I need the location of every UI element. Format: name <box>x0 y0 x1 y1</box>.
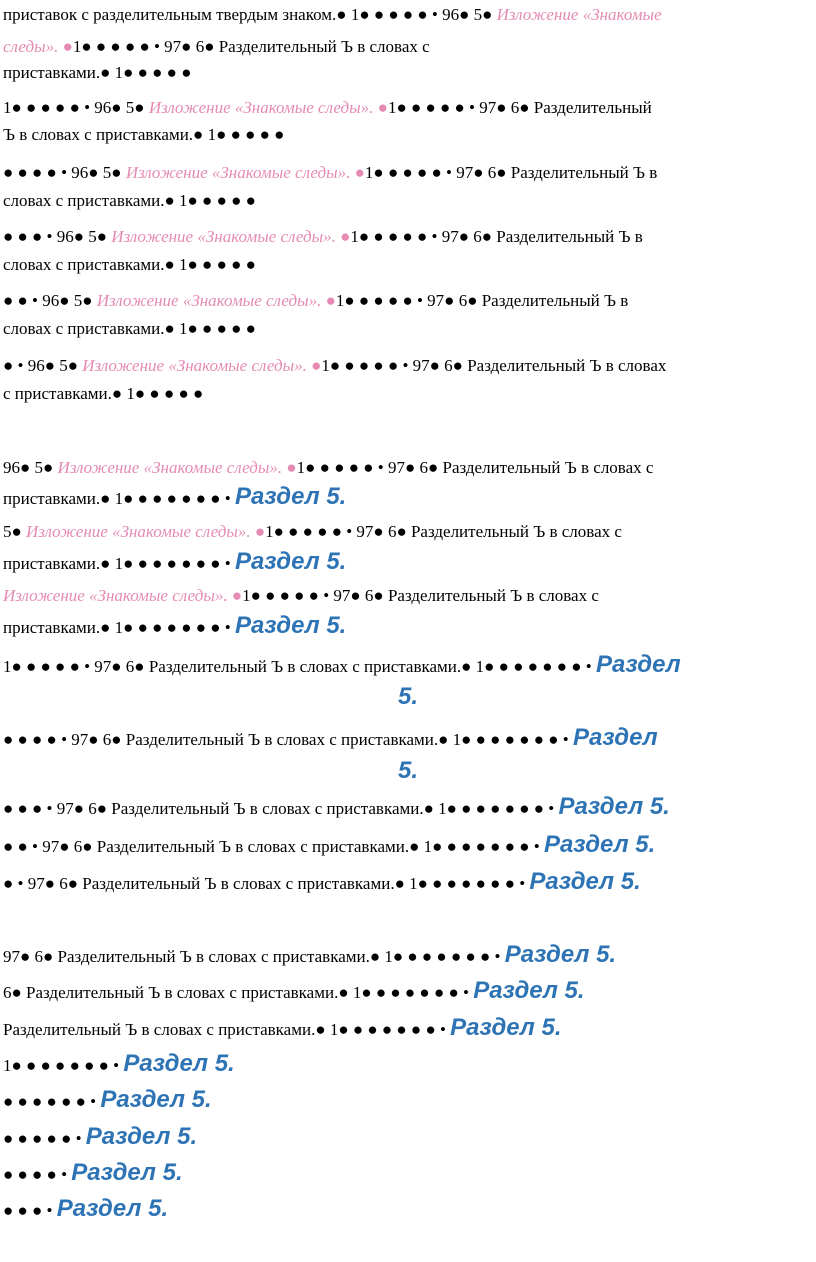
text-line: 1● ● ● ● ● ● ● • Раздел 5. <box>3 1050 235 1077</box>
text-line <box>0 757 816 784</box>
text-line: приставками.● 1● ● ● ● ● ● ● • Раздел 5. <box>3 483 347 510</box>
text-line: следы». ●1● ● ● ● ● • 97● 6● Разделительный Ъ в словах с <box>3 37 430 56</box>
text-line: с приставками.● 1● ● ● ● ● <box>3 384 204 403</box>
section-heading: Раздел 5. <box>558 793 670 820</box>
text-line: ● ● • 97● 6● Разделительный Ъ в словах с приставками.● 1● ● ● ● ● ● ● • Раздел 5. <box>3 831 656 858</box>
text-line: ● ● ● • Раздел 5. <box>3 1195 169 1222</box>
text-line: ● ● ● ● • Раздел 5. <box>3 1159 183 1186</box>
text-line: Изложение «Знакомые следы». ●1● ● ● ● ● • 97● 6● Разделительный Ъ в словах с <box>3 586 599 605</box>
text-line: 1● ● ● ● ● • 97● 6● Разделительный Ъ в словах с приставками.● 1● ● ● ● ● ● ● • Раздел <box>3 651 681 678</box>
section-heading: Раздел 5. <box>234 548 347 575</box>
text-line <box>0 683 816 710</box>
section-heading: Раздел 5. <box>473 977 585 1004</box>
text-line: ● • 96● 5● Изложение «Знакомые следы». ●1● ● ● ● ● • 97● 6● Разделительный Ъ в словах <box>3 356 667 375</box>
text-line: Разделительный Ъ в словах с приставками.● 1● ● ● ● ● ● ● • Раздел 5. <box>3 1014 562 1041</box>
section-heading: Раздел 5. <box>71 1159 183 1186</box>
text-line: ● • 97● 6● Разделительный Ъ в словах с приставками.● 1● ● ● ● ● ● ● • Раздел 5. <box>3 868 641 895</box>
text-line: ● ● ● ● • 96● 5● Изложение «Знакомые следы». ●1● ● ● ● ● • 97● 6● Разделительный Ъ в <box>3 163 658 182</box>
text-line: 1● ● ● ● ● • 96● 5● Изложение «Знакомые следы». ●1● ● ● ● ● • 97● 6● Разделительный <box>3 98 652 117</box>
text-line: словах с приставками.● 1● ● ● ● ● <box>3 319 256 338</box>
text-line: Ъ в словах с приставками.● 1● ● ● ● ● <box>3 125 285 144</box>
text-line: словах с приставками.● 1● ● ● ● ● <box>3 191 256 210</box>
section-heading: Раздел 5. <box>100 1086 212 1113</box>
section-heading: Раздел 5. <box>56 1195 169 1222</box>
section-heading: Раздел 5. <box>529 868 641 895</box>
section-heading: Раздел 5. <box>504 941 617 968</box>
text-line: приставками.● 1● ● ● ● ● <box>3 63 192 82</box>
section-heading: Раздел <box>572 724 658 751</box>
section-heading: Раздел 5. <box>123 1050 235 1077</box>
text-line: приставок с разделительным твердым знаком.● 1● ● ● ● ● • 96● 5● Изложение «Знакомые <box>3 5 662 24</box>
section-heading: Раздел 5. <box>234 612 347 639</box>
text-line: ● ● ● • 96● 5● Изложение «Знакомые следы». ●1● ● ● ● ● • 97● 6● Разделительный Ъ в <box>3 227 643 246</box>
section-heading: Раздел 5. <box>85 1123 198 1150</box>
section-heading: Раздел 5. <box>450 1014 562 1041</box>
section-heading: Раздел 5. <box>543 831 656 858</box>
text-line: ● ● ● ● • 97● 6● Разделительный Ъ в словах с приставками.● 1● ● ● ● ● ● ● • Раздел <box>3 724 658 751</box>
text-line: 96● 5● Изложение «Знакомые следы». ●1● ● ● ● ● • 97● 6● Разделительный Ъ в словах с <box>3 458 654 477</box>
section-heading: Раздел 5. <box>234 483 347 510</box>
text-line: приставками.● 1● ● ● ● ● ● ● • Раздел 5. <box>3 612 347 639</box>
text-line: 5● Изложение «Знакомые следы». ●1● ● ● ● ● • 97● 6● Разделительный Ъ в словах с <box>3 522 622 541</box>
text-line: ● ● ● ● ● • Раздел 5. <box>3 1123 198 1150</box>
text-line: приставками.● 1● ● ● ● ● ● ● • Раздел 5. <box>3 548 347 575</box>
text-line: ● ● • 96● 5● Изложение «Знакомые следы». ●1● ● ● ● ● • 97● 6● Разделительный Ъ в <box>3 291 629 310</box>
section-heading: 5. <box>397 683 418 710</box>
text-line: ● ● ● • 97● 6● Разделительный Ъ в словах с приставками.● 1● ● ● ● ● ● ● • Раздел 5. <box>3 793 670 820</box>
section-heading: 5. <box>397 757 418 784</box>
section-heading: Раздел <box>596 651 681 678</box>
text-line: ● ● ● ● ● ● • Раздел 5. <box>3 1086 212 1113</box>
text-line: 97● 6● Разделительный Ъ в словах с приставками.● 1● ● ● ● ● ● ● • Раздел 5. <box>3 941 617 968</box>
text-line: словах с приставками.● 1● ● ● ● ● <box>3 255 256 274</box>
text-line: 6● Разделительный Ъ в словах с приставками.● 1● ● ● ● ● ● ● • Раздел 5. <box>3 977 585 1004</box>
